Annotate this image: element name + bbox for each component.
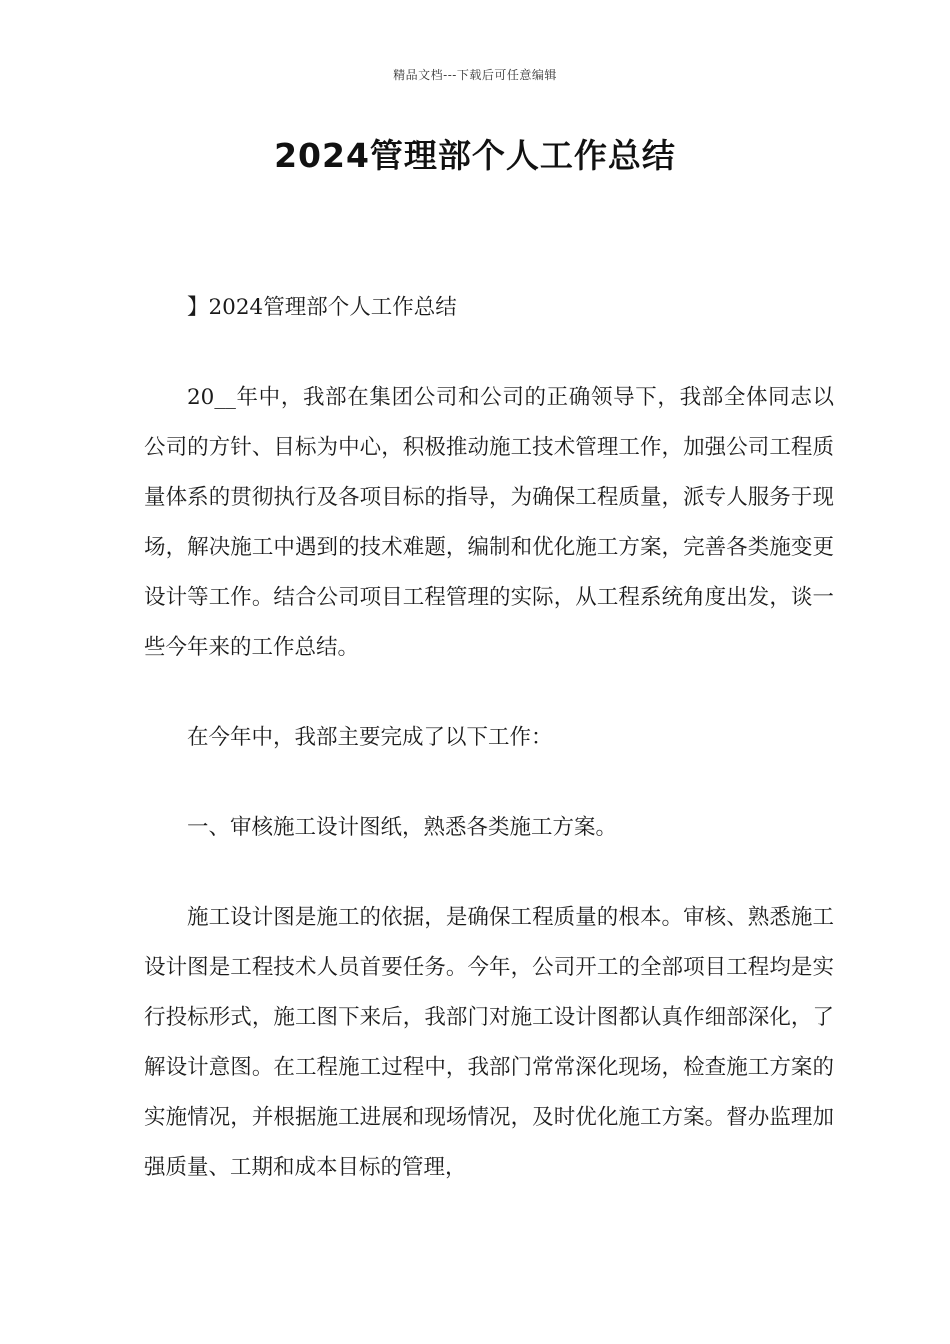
header-note: 精品文档---下载后可任意编辑 xyxy=(393,68,557,82)
paragraph-gap xyxy=(144,673,834,713)
paragraph-gap xyxy=(144,333,834,373)
paragraph-summary-lead: 在今年中，我部主要完成了以下工作： xyxy=(187,725,553,750)
paragraph-gap xyxy=(144,763,834,803)
paragraph-intro: 20__年中，我部在集团公司和公司的正确领导下，我部全体同志以公司的方针、目标为中心，积极推动施工技术管理工作，加强公司工程质量体系的贯彻执行及各项目标的指导，为确保工程质量，派专人服务于现场，解决施工中遇到的技术难题，编制和优化施工方案，完善各类施变更设计等工作。结合公司项目工程管理的实际，从工程系统角度出发，谈一些今年来的工作总结。 xyxy=(144,385,834,660)
document-title: 2024管理部个人工作总结 xyxy=(274,136,676,175)
paragraph-subtitle: 】2024管理部个人工作总结 xyxy=(187,295,457,320)
document-body xyxy=(144,283,834,1193)
paragraph-gap xyxy=(144,853,834,893)
section-heading-1: 一、审核施工设计图纸，熟悉各类施工方案。 xyxy=(187,815,618,840)
paragraph-section-1-body: 施工设计图是施工的依据，是确保工程质量的根本。审核、熟悉施工设计图是工程技术人员首要任务。今年，公司开工的全部项目工程均是实行投标形式，施工图下来后，我部门对施工设计图都认真作细部深化，了解设计意图。在工程施工过程中，我部门常常深化现场，检查施工方案的实施情况，并根据施工进展和现场情况，及时优化施工方案。督办监理加强质量、工期和成本目标的管理， xyxy=(144,905,834,1180)
